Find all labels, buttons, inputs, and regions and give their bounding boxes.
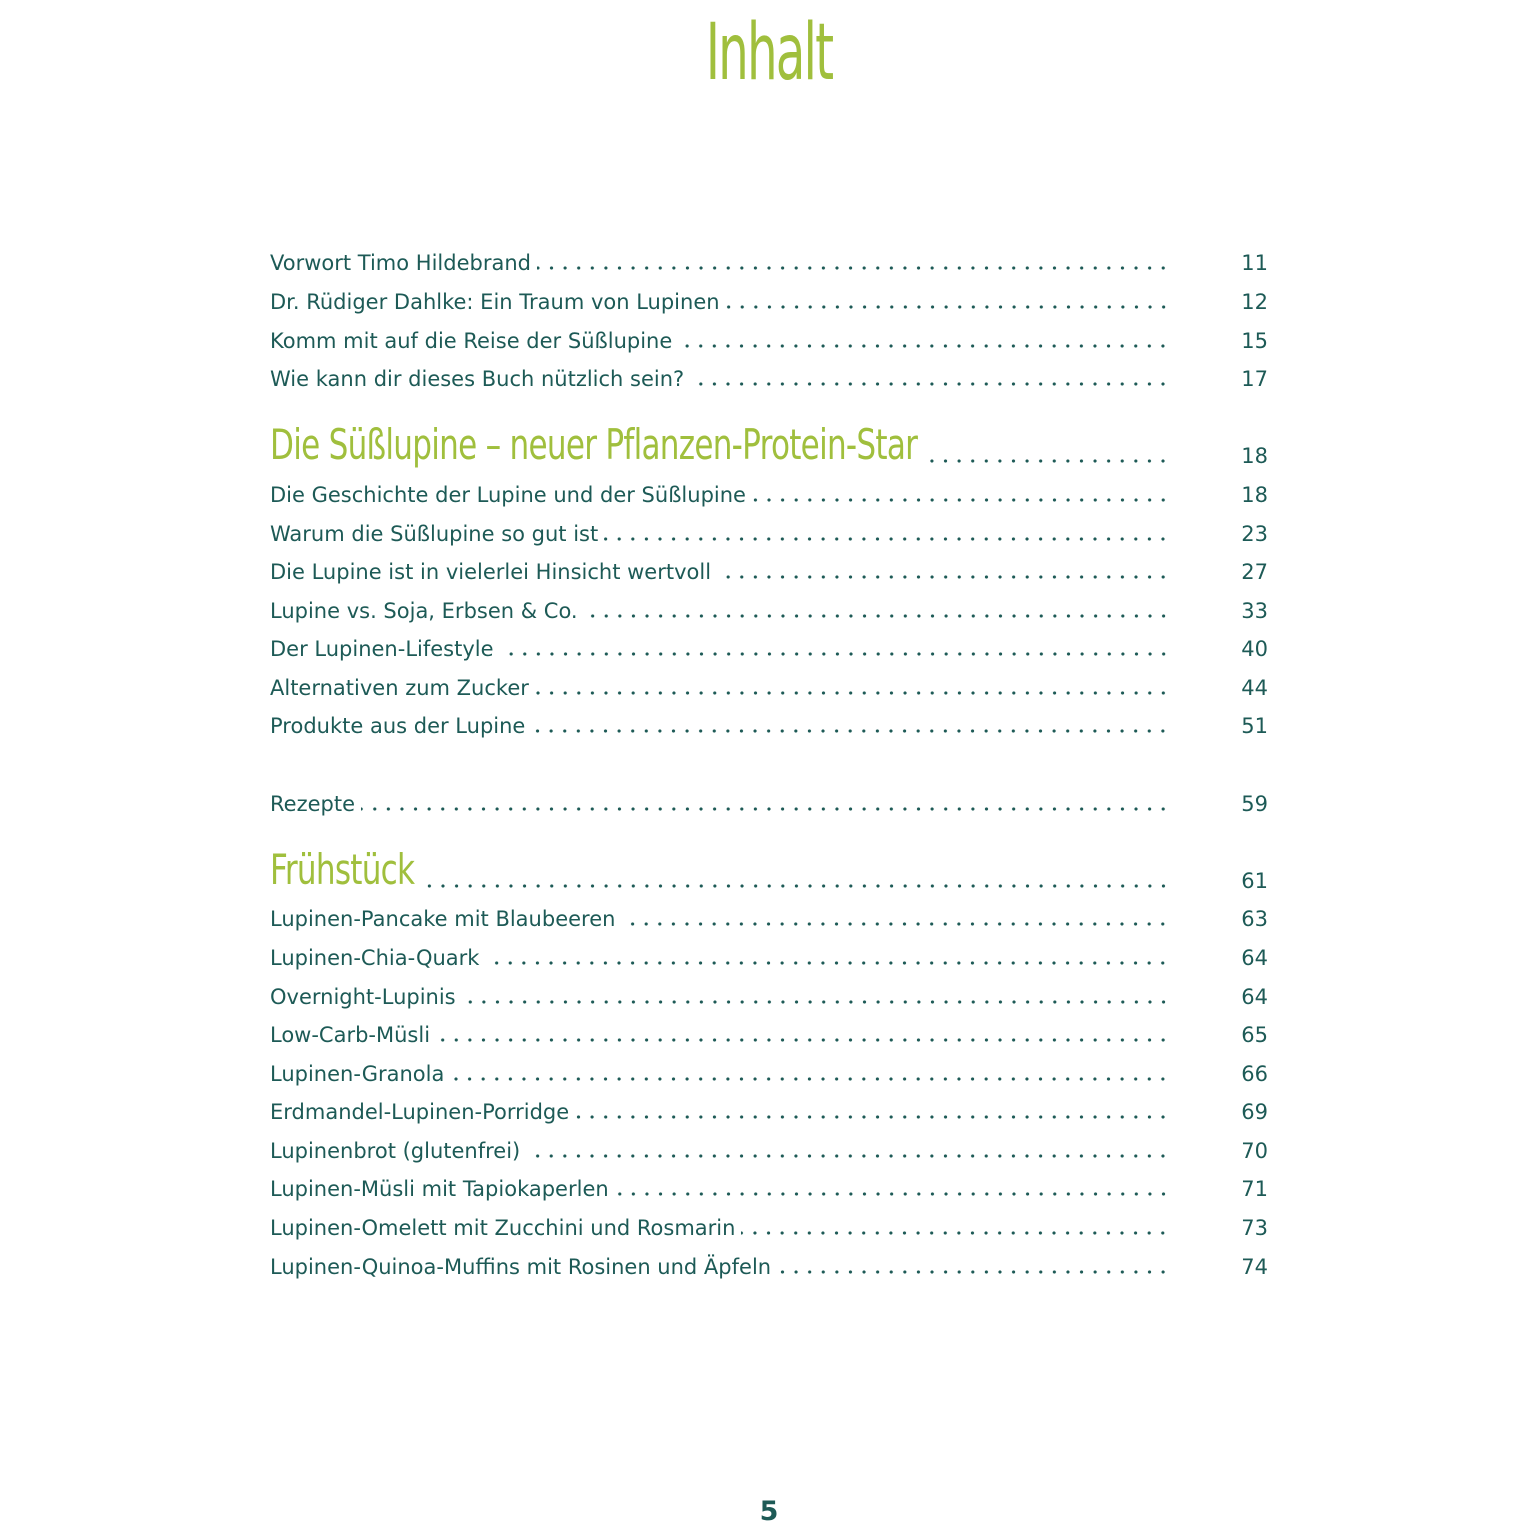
toc-page-number: 33 bbox=[1241, 599, 1268, 623]
dot-leader bbox=[537, 266, 1170, 270]
toc-entry[interactable] bbox=[270, 480, 1268, 510]
toc-entry[interactable] bbox=[270, 557, 1268, 587]
dot-leader bbox=[526, 1154, 1170, 1158]
dot-leader bbox=[604, 537, 1170, 541]
toc-page-number: 51 bbox=[1241, 714, 1268, 738]
toc-entry-label: Lupine vs. Soja, Erbsen & Co. bbox=[270, 599, 578, 623]
toc-entry-label: Warum die Süßlupine so gut ist bbox=[270, 522, 599, 546]
toc-entry-label: Lupinen-Omelett mit Zucchini und Rosmarin bbox=[270, 1216, 736, 1240]
toc-section-label: Frühstück bbox=[270, 845, 415, 894]
dot-leader bbox=[535, 691, 1170, 695]
toc-entry-label: Wie kann dir dieses Buch nützlich sein? bbox=[270, 367, 685, 391]
toc-entry[interactable] bbox=[270, 673, 1268, 703]
toc-entry[interactable] bbox=[270, 287, 1268, 317]
toc-entry-label: Lupinen-Quinoa-Muffins mit Rosinen und Äpfeln bbox=[270, 1255, 772, 1279]
toc-entry-label: Die Geschichte der Lupine und der Süßlupine bbox=[270, 483, 746, 507]
toc-entry[interactable] bbox=[270, 1097, 1268, 1127]
toc-entry-label: Lupinen-Pancake mit Blaubeeren bbox=[270, 907, 616, 931]
toc-entry[interactable] bbox=[270, 904, 1268, 934]
dot-leader bbox=[584, 614, 1170, 618]
toc-page-number: 74 bbox=[1241, 1255, 1268, 1279]
toc-entry[interactable] bbox=[270, 982, 1268, 1012]
toc-page-number: 59 bbox=[1241, 792, 1268, 816]
toc-entry-label: Overnight-Lupinis bbox=[270, 985, 456, 1009]
toc-entry[interactable] bbox=[270, 789, 1268, 819]
toc-entry-label: Produkte aus der Lupine bbox=[270, 714, 526, 738]
page-number: 5 bbox=[759, 1496, 779, 1527]
toc-page-number: 18 bbox=[1241, 444, 1268, 468]
toc-page-number: 17 bbox=[1241, 367, 1268, 391]
toc-page-number: 70 bbox=[1241, 1139, 1268, 1163]
toc-entry-label: Erdmandel-Lupinen-Porridge bbox=[270, 1100, 570, 1124]
toc-entry[interactable] bbox=[270, 326, 1268, 356]
toc-page-number: 65 bbox=[1241, 1023, 1268, 1047]
dot-leader bbox=[500, 652, 1170, 656]
toc-page-number: 61 bbox=[1241, 869, 1268, 893]
toc-page-number: 73 bbox=[1241, 1216, 1268, 1240]
dot-leader bbox=[419, 884, 1170, 888]
dot-leader bbox=[777, 1270, 1170, 1274]
toc-page-number: 18 bbox=[1241, 483, 1268, 507]
toc-page-number: 64 bbox=[1241, 985, 1268, 1009]
toc-entry[interactable] bbox=[270, 1020, 1268, 1050]
dot-leader bbox=[575, 1115, 1170, 1119]
toc-page-number: 69 bbox=[1241, 1100, 1268, 1124]
dot-leader bbox=[615, 1192, 1170, 1196]
toc-entry-label: Rezepte bbox=[270, 792, 355, 816]
toc-entry-label: Lupinen-Chia-Quark bbox=[270, 946, 480, 970]
toc-entry-label: Komm mit auf die Reise der Süßlupine bbox=[270, 329, 673, 353]
toc-page-number: 15 bbox=[1241, 329, 1268, 353]
toc-entry-label: Vorwort Timo Hildebrand bbox=[270, 251, 531, 275]
toc-entry[interactable] bbox=[270, 1136, 1268, 1166]
toc-entry[interactable] bbox=[270, 634, 1268, 664]
dot-leader bbox=[690, 382, 1170, 386]
toc-entry-label: Lupinen-Granola bbox=[270, 1062, 445, 1086]
dot-leader bbox=[752, 498, 1170, 502]
dot-leader bbox=[436, 1038, 1170, 1042]
toc-page-number: 27 bbox=[1241, 560, 1268, 584]
toc-entry-label: Der Lupinen-Lifestyle bbox=[270, 637, 494, 661]
dot-leader bbox=[361, 807, 1170, 811]
toc-entry-label: Lupinenbrot (glutenfrei) bbox=[270, 1139, 521, 1163]
table-of-contents bbox=[270, 0, 1268, 1538]
toc-section-heading[interactable] bbox=[270, 844, 1268, 896]
toc-page-number: 63 bbox=[1241, 907, 1268, 931]
toc-page-number: 71 bbox=[1241, 1177, 1268, 1201]
dot-leader bbox=[726, 305, 1170, 309]
toc-entry[interactable] bbox=[270, 1252, 1268, 1282]
toc-entry[interactable] bbox=[270, 943, 1268, 973]
toc-page-number: 23 bbox=[1241, 522, 1268, 546]
dot-leader bbox=[450, 1077, 1170, 1081]
toc-page-number: 40 bbox=[1241, 637, 1268, 661]
toc-entry-label: Lupinen-Müsli mit Tapiokaperlen bbox=[270, 1177, 609, 1201]
toc-section-heading[interactable] bbox=[270, 419, 1268, 471]
dot-leader bbox=[717, 575, 1170, 579]
dot-leader bbox=[741, 1231, 1170, 1235]
toc-entry[interactable] bbox=[270, 1213, 1268, 1243]
toc-page-number: 44 bbox=[1241, 676, 1268, 700]
toc-entry[interactable] bbox=[270, 711, 1268, 741]
toc-section-label: Die Süßlupine – neuer Pflanzen-Protein-Star bbox=[270, 420, 918, 469]
toc-page-number: 64 bbox=[1241, 946, 1268, 970]
toc-page-number: 11 bbox=[1241, 251, 1268, 275]
toc-entry[interactable] bbox=[270, 519, 1268, 549]
dot-leader bbox=[485, 961, 1170, 965]
toc-page-number: 66 bbox=[1241, 1062, 1268, 1086]
dot-leader bbox=[531, 729, 1170, 733]
toc-page-number: 12 bbox=[1241, 290, 1268, 314]
toc-entry[interactable] bbox=[270, 596, 1268, 626]
toc-entry[interactable] bbox=[270, 1059, 1268, 1089]
toc-entry-label: Dr. Rüdiger Dahlke: Ein Traum von Lupinen bbox=[270, 290, 720, 314]
page-title: Inhalt bbox=[705, 8, 833, 98]
toc-entry-label: Die Lupine ist in vielerlei Hinsicht wertvoll bbox=[270, 560, 712, 584]
toc-entry[interactable] bbox=[270, 1174, 1268, 1204]
toc-entry-label: Low-Carb-Müsli bbox=[270, 1023, 431, 1047]
dot-leader bbox=[462, 1000, 1170, 1004]
dot-leader bbox=[921, 459, 1170, 463]
toc-entry[interactable] bbox=[270, 248, 1268, 278]
toc-entry[interactable] bbox=[270, 364, 1268, 394]
dot-leader bbox=[621, 922, 1170, 926]
dot-leader bbox=[678, 344, 1170, 348]
toc-entry-label: Alternativen zum Zucker bbox=[270, 676, 529, 700]
